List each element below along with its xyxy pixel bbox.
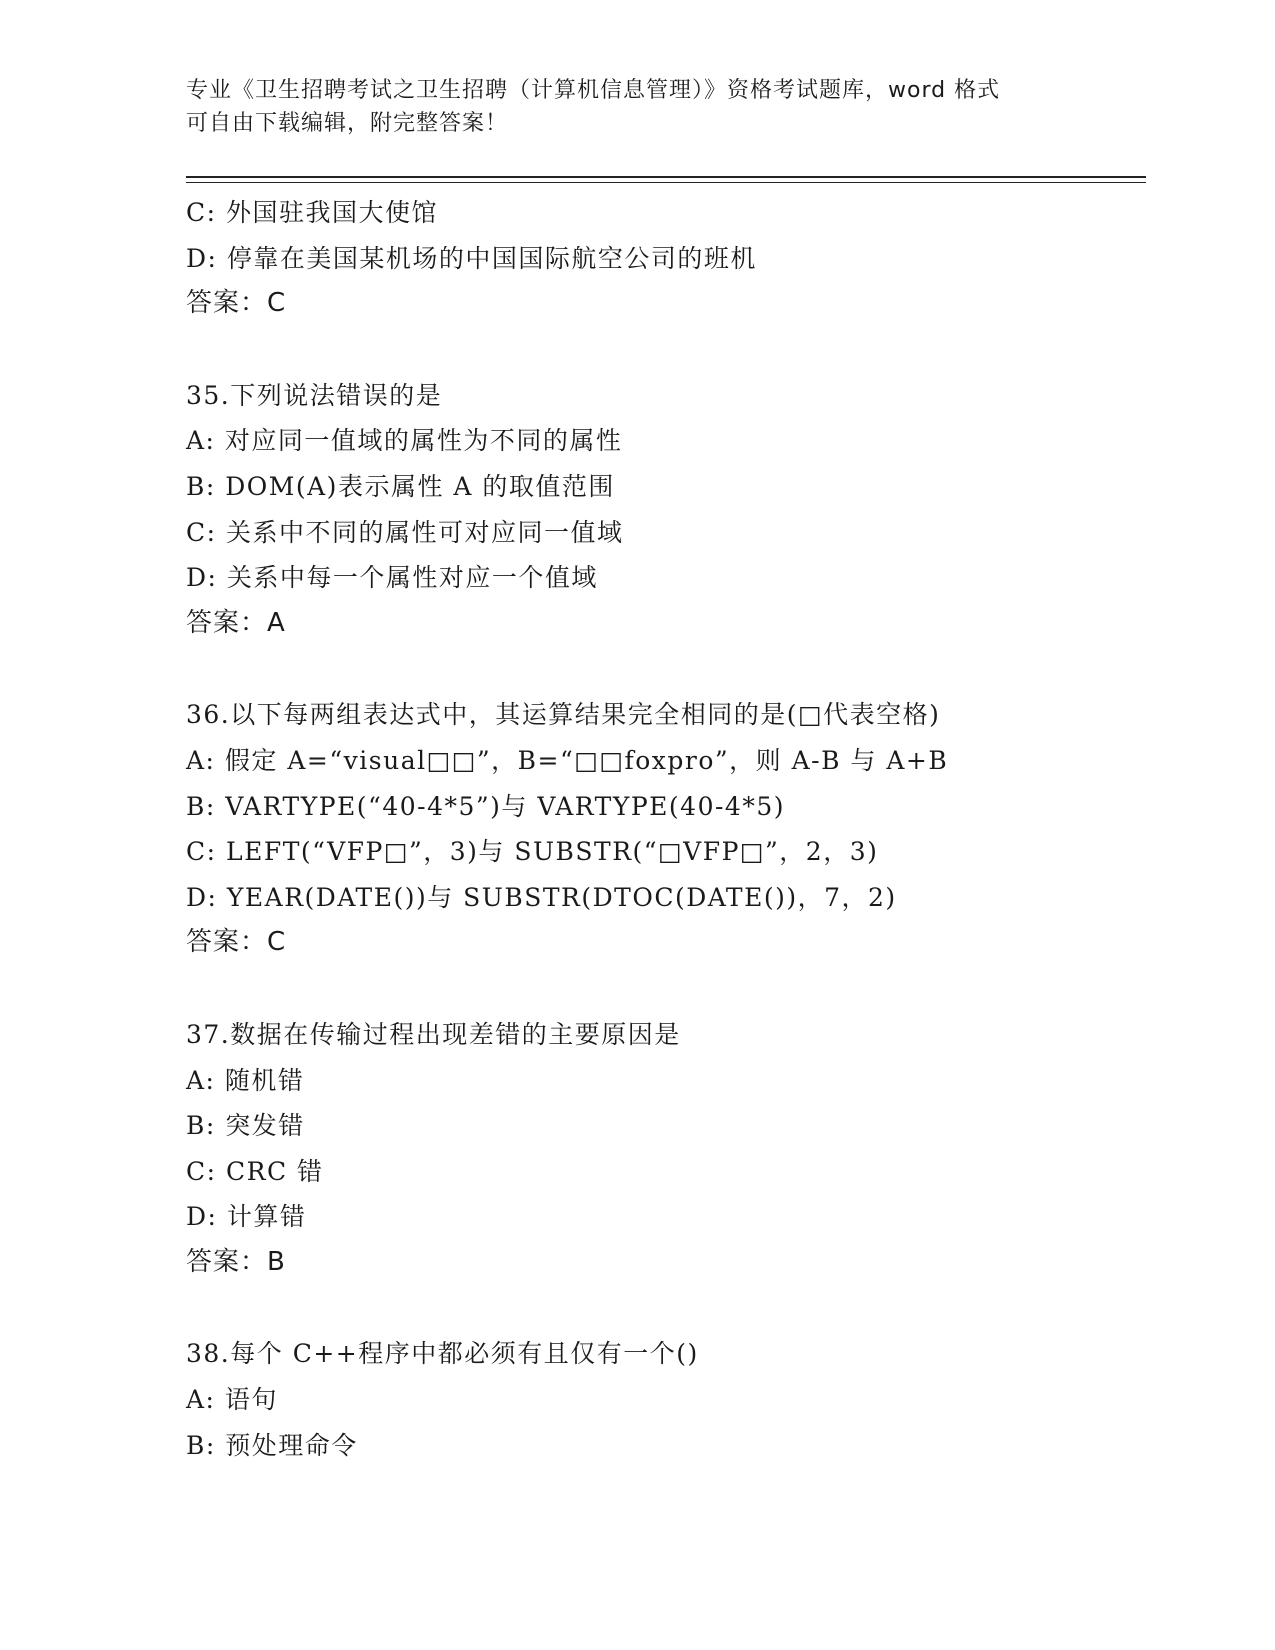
- document-header: [186, 74, 1086, 140]
- option-line: B: VARTYPE(“40-4*5”)与 VARTYPE(40-4*5): [186, 791, 785, 821]
- option-line: C: 关系中不同的属性可对应同一值域: [186, 517, 624, 547]
- option-line: B: 突发错: [186, 1111, 305, 1141]
- option-line: D: YEAR(DATE())与 SUBSTR(DTOC(DATE())，7，2): [186, 882, 897, 912]
- option-line: C: LEFT(“VFP□”，3)与 SUBSTR(“□VFP□”，2，3): [186, 837, 879, 867]
- option-line: D: 停靠在美国某机场的中国国际航空公司的班机: [186, 243, 757, 273]
- question-text: 35.下列说法错误的是: [186, 380, 443, 410]
- question-text: 38.每个 C++程序中都必须有且仅有一个(): [186, 1339, 699, 1369]
- question-block: [186, 190, 1186, 327]
- question-list: [186, 190, 1186, 1468]
- option-line: A: 语句: [186, 1385, 278, 1415]
- question-block: [186, 1012, 1186, 1286]
- option-line: C: CRC 错: [186, 1156, 324, 1186]
- header-title-line-2: 可自由下载编辑，附完整答案！: [186, 111, 509, 136]
- option-line: D: 关系中每一个属性对应一个值域: [186, 563, 598, 593]
- option-line: A: 随机错: [186, 1065, 305, 1095]
- question-block: [186, 692, 1186, 966]
- answer-line: 答案：A: [186, 607, 286, 638]
- answer-line: 答案：B: [186, 1246, 286, 1277]
- header-title-line-1: 专业《卫生招聘考试之卫生招聘（计算机信息管理）》资格考试题库，word 格式: [186, 78, 1001, 103]
- option-line: B: DOM(A)表示属性 A 的取值范围: [186, 471, 615, 501]
- question-text: 37.数据在传输过程出现差错的主要原因是: [186, 1019, 681, 1049]
- header-divider-thin: [186, 182, 1146, 183]
- answer-line: 答案：C: [186, 927, 287, 958]
- question-block: [186, 373, 1186, 647]
- question-text: 36.以下每两组表达式中，其运算结果完全相同的是(□代表空格): [186, 700, 941, 730]
- option-line: D: 计算错: [186, 1202, 307, 1232]
- header-divider-thick: [186, 176, 1146, 178]
- question-block: [186, 1331, 1186, 1468]
- answer-line: 答案：C: [186, 288, 287, 319]
- option-line: B: 预处理命令: [186, 1430, 358, 1460]
- option-line: A: 对应同一值域的属性为不同的属性: [186, 426, 623, 456]
- option-line: C: 外国驻我国大使馆: [186, 198, 438, 227]
- option-line: A: 假定 A=“visual□□”，B=“□□foxpro”，则 A-B 与 A+B: [186, 745, 949, 775]
